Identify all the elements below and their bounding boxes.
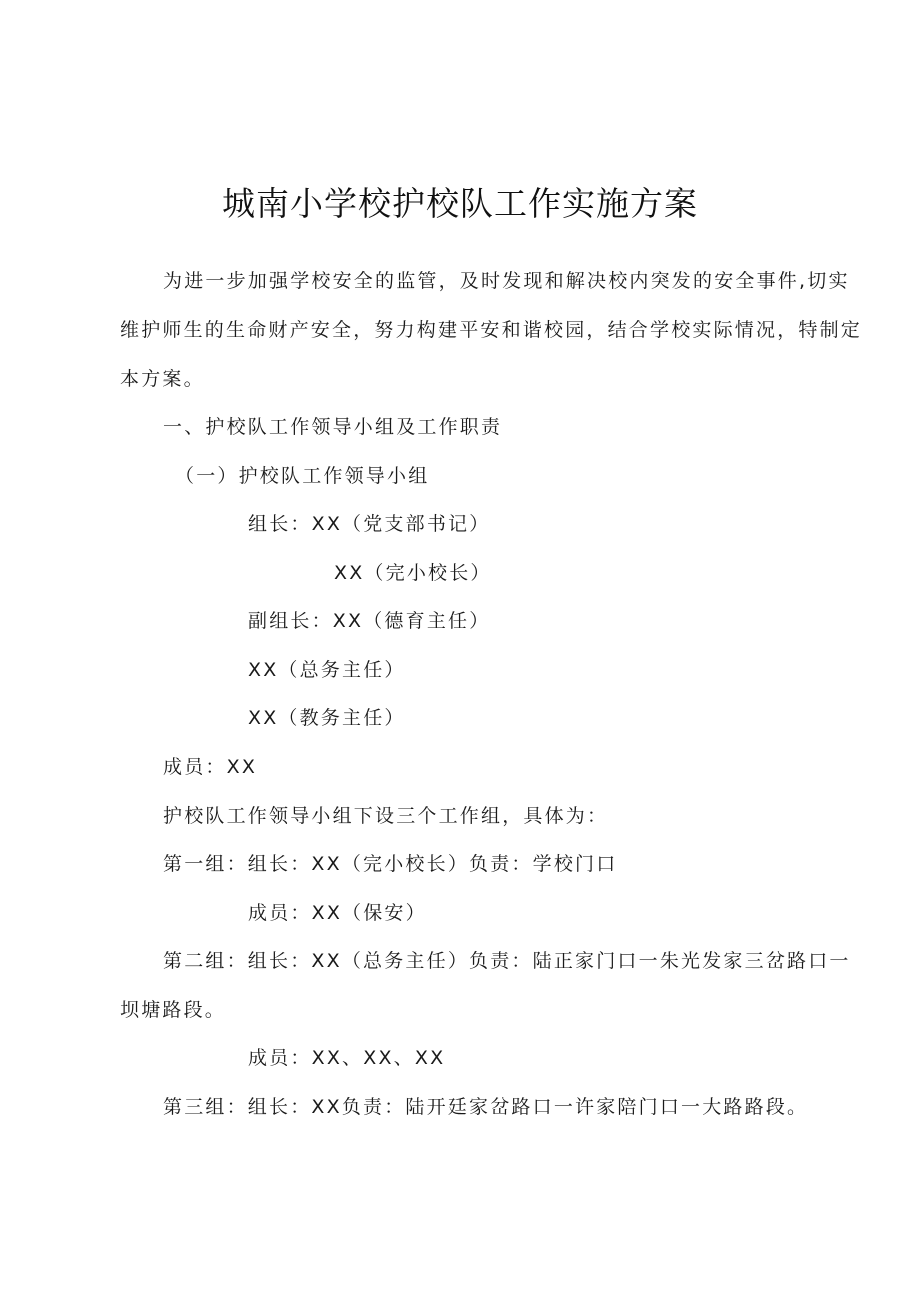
leader-line-2: XX（完小校长） [334, 562, 492, 584]
intro-line-2: 维护师生的生命财产安全，努力构建平安和谐校园，结合学校实际情况，特制定 [120, 319, 863, 341]
group3-line: 第三组：组长：XX负责：陆开廷家岔路口一许家陪门口一大路路段。 [163, 1096, 809, 1118]
group2-line-1: 第二组：组长：XX（总务主任）负责：陆正家门口一朱光发家三岔路口一 [163, 950, 851, 972]
group2-line-2: 坝塘路段。 [120, 999, 227, 1021]
group1-line: 第一组：组长：XX（完小校长）负责：学校门口 [163, 853, 618, 875]
leader-line-1: 组长：XX（党支部书记） [248, 513, 491, 535]
group2-members: 成员：XX、XX、XX [248, 1047, 446, 1069]
document-title: 城南小学校护校队工作实施方案 [222, 184, 698, 223]
group1-members: 成员：XX（保安） [248, 902, 427, 924]
deputy-line-3: XX（教务主任） [248, 707, 406, 729]
groups-intro: 护校队工作领导小组下设三个工作组，具体为： [163, 805, 609, 827]
intro-line-3: 本方案。 [120, 368, 205, 390]
deputy-line-2: XX（总务主任） [248, 659, 406, 681]
intro-line-1: 为进一步加强学校安全的监管，及时发现和解决校内突发的安全事件,切实 [163, 270, 850, 292]
subsection-heading: （一）护校队工作领导小组 [175, 465, 430, 487]
section-heading: 一、护校队工作领导小组及工作职责 [163, 416, 503, 438]
deputy-line-1: 副组长：XX（德育主任） [248, 610, 491, 632]
members-line: 成员：XX [163, 756, 258, 778]
